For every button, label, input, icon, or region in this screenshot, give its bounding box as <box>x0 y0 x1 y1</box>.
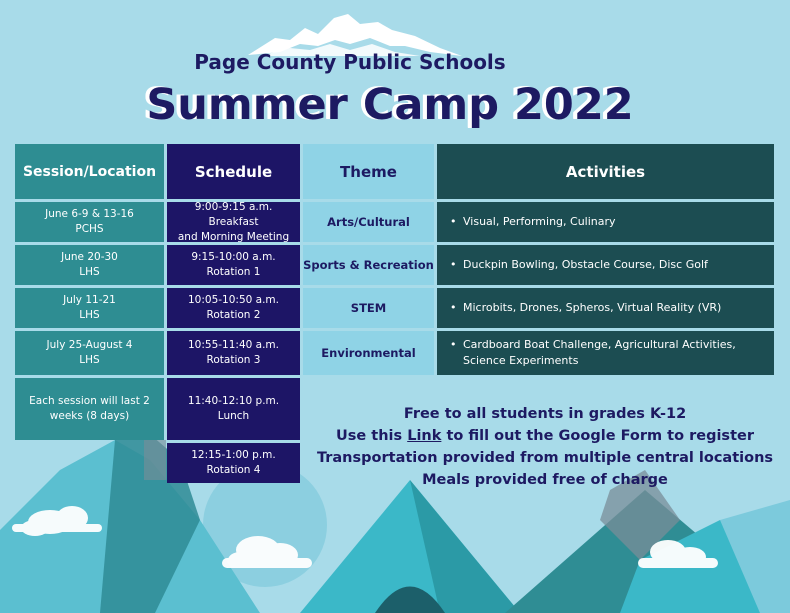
schedule-time: 12:15-1:00 p.m. <box>191 449 276 461</box>
session-cell <box>15 245 164 285</box>
info-register <box>300 425 790 447</box>
session-location: LHS <box>79 354 100 366</box>
session-note: Each session will last 2 weeks (8 days) <box>15 378 164 440</box>
info-meals: Meals provided free of charge <box>422 472 668 488</box>
schedule-time: 10:55-11:40 a.m. <box>188 339 279 351</box>
info-register-post: to fill out the Google Form to register <box>441 428 754 444</box>
theme-cell: Sports & Recreation <box>303 245 434 285</box>
info-transportation: Transportation provided from multiple central locations <box>316 450 774 466</box>
header-session-location: Session/Location <box>15 144 164 199</box>
activities-list <box>447 337 736 369</box>
session-cell <box>15 288 164 328</box>
header-theme: Theme <box>303 144 434 199</box>
schedule-time: 9:15-10:00 a.m. <box>191 251 276 263</box>
header-schedule: Schedule <box>167 144 300 199</box>
schedule-time: 10:05-10:50 a.m. <box>188 294 279 306</box>
activities-cell <box>437 331 774 375</box>
session-dates: June 20-30 <box>61 251 118 263</box>
activity-item <box>447 337 736 369</box>
district-name: Page County Public Schools <box>194 50 506 74</box>
session-location: LHS <box>79 266 100 278</box>
theme-cell: Environmental <box>303 331 434 375</box>
session-location: PCHS <box>75 223 104 235</box>
activities-cell <box>437 245 774 285</box>
activities-list <box>447 257 708 273</box>
schedule-cell <box>167 288 300 328</box>
schedule-cell <box>167 443 300 483</box>
schedule-time: 9:00-9:15 a.m. Breakfast <box>194 200 273 228</box>
activities-list <box>447 300 721 316</box>
activities-cell <box>437 202 774 242</box>
schedule-cell <box>167 202 300 242</box>
session-cell <box>15 202 164 242</box>
session-dates: July 25-August 4 <box>46 339 133 351</box>
header-activities: Activities <box>437 144 774 199</box>
activity-item: • Visual, Performing, Culinary <box>447 214 616 230</box>
info-block <box>300 403 790 491</box>
schedule-label: Rotation 4 <box>206 464 261 476</box>
activity-item: • Microbits, Drones, Spheros, Virtual Reality (VR) <box>447 300 721 316</box>
theme-cell: STEM <box>303 288 434 328</box>
activities-list <box>447 214 616 230</box>
schedule-label: Rotation 2 <box>206 309 261 321</box>
schedule-cell <box>167 331 300 375</box>
activities-cell <box>437 288 774 328</box>
schedule-time: 11:40-12:10 p.m. <box>187 395 280 407</box>
schedule-label: Rotation 1 <box>206 266 261 278</box>
theme-cell: Arts/Cultural <box>303 202 434 242</box>
mountain-left-rock <box>144 440 166 480</box>
schedule-label: and Morning Meeting <box>177 230 290 243</box>
page-title: Summer Camp 2022 <box>146 80 634 130</box>
session-dates: June 6-9 & 13-16 <box>45 208 134 220</box>
activity-item: • Duckpin Bowling, Obstacle Course, Disc Golf <box>447 257 708 273</box>
session-location: LHS <box>79 309 100 321</box>
register-link[interactable]: Link <box>407 428 442 444</box>
session-dates: July 11-21 <box>63 294 116 306</box>
session-cell <box>15 331 164 375</box>
schedule-label: Lunch <box>217 410 250 422</box>
info-register-pre: Use this <box>336 428 408 444</box>
schedule-label: Rotation 3 <box>206 354 261 366</box>
schedule-cell <box>167 245 300 285</box>
activity-line: Cardboard Boat Challenge, Agricultural Activities, <box>463 338 736 351</box>
activity-line: Science Experiments <box>463 354 579 367</box>
schedule-cell <box>167 378 300 440</box>
info-free: Free to all students in grades K-12 <box>403 406 687 422</box>
